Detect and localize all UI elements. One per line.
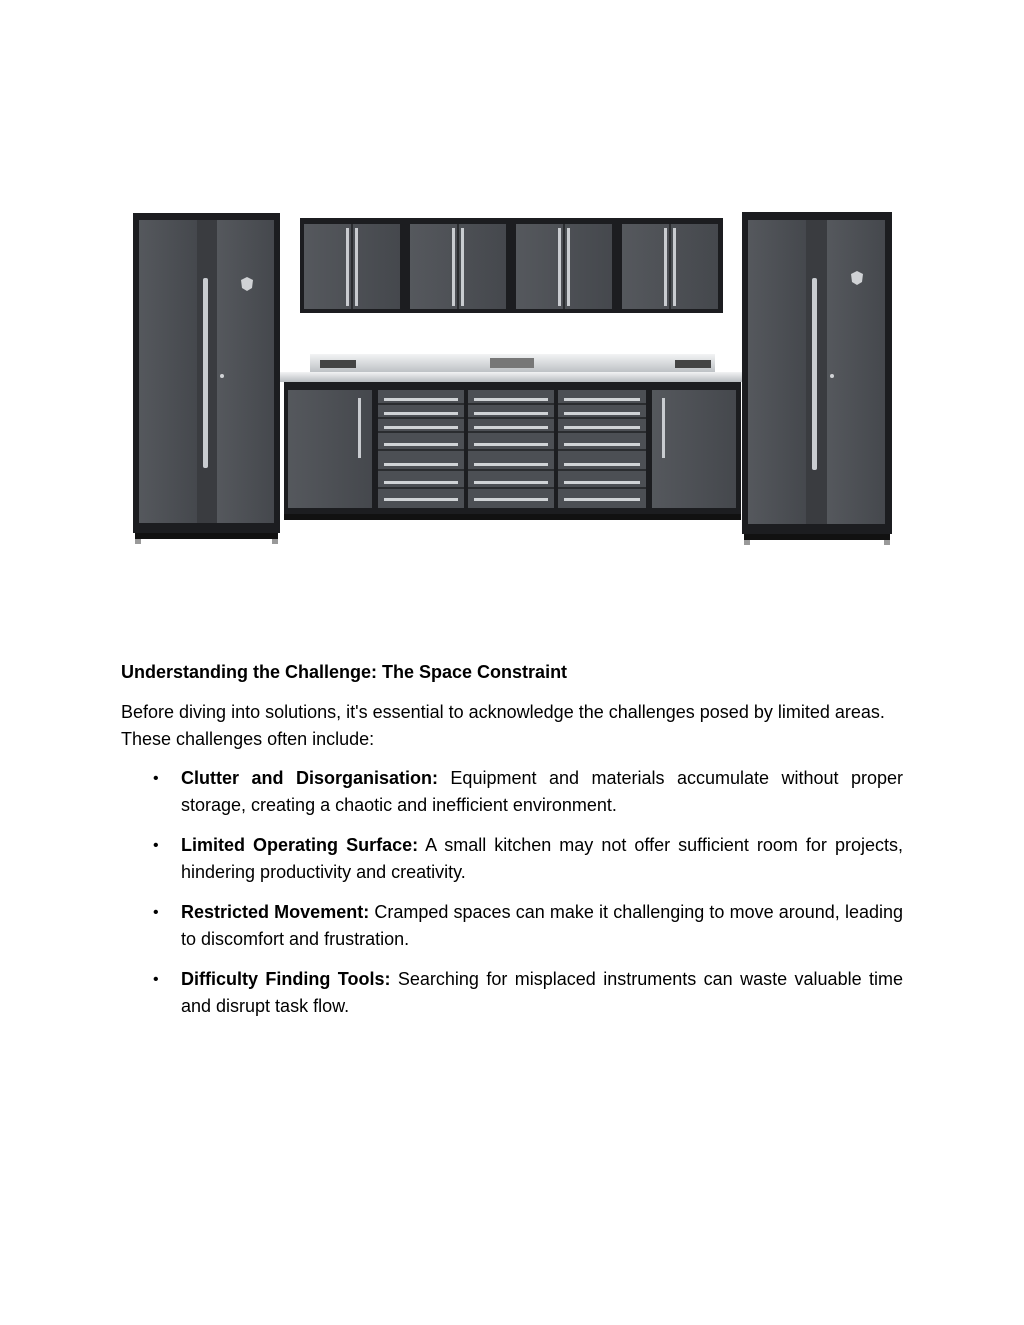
bullet-icon: • <box>153 837 159 854</box>
base-cabinets <box>284 382 741 520</box>
list-item-text: A small kitchen may not offer sufficient room for projects, hindering productivity and creativity. <box>181 835 903 882</box>
bullet-icon: • <box>153 770 159 787</box>
list-item-text: Equipment and materials accumulate without proper storage, creating a chaotic and inefficient environment. <box>181 768 903 815</box>
bullet-icon: • <box>153 971 159 988</box>
list-item <box>121 765 903 819</box>
section-heading: Understanding the Challenge: The Space Constraint <box>121 662 568 682</box>
text-section <box>121 659 903 1033</box>
list-item-term: Difficulty Finding Tools: <box>181 969 391 989</box>
steel-worktop <box>280 354 745 382</box>
cabinet-illustration <box>130 208 894 548</box>
intro-paragraph: Before diving into solutions, it's essential to acknowledge the challenges posed by limited areas. These challenges often include: <box>121 702 885 749</box>
list-item-term: Restricted Movement: <box>181 902 370 922</box>
challenge-list <box>121 765 903 1020</box>
left-tall-cabinet <box>133 213 280 544</box>
cabinet-system-image <box>130 208 894 548</box>
list-item <box>121 899 903 953</box>
list-item-term: Limited Operating Surface: <box>181 835 419 855</box>
list-item <box>121 832 903 886</box>
list-item-term: Clutter and Disorganisation: <box>181 768 438 788</box>
list-item-text: Cramped spaces can make it challenging to move around, leading to discomfort and frustration. <box>181 902 904 949</box>
upper-wall-cabinets <box>300 218 723 313</box>
right-tall-cabinet <box>742 212 892 545</box>
bullet-icon: • <box>153 904 159 921</box>
list-item-text: Searching for misplaced instruments can waste valuable time and disrupt task flow. <box>181 969 904 1016</box>
list-item <box>121 966 903 1020</box>
